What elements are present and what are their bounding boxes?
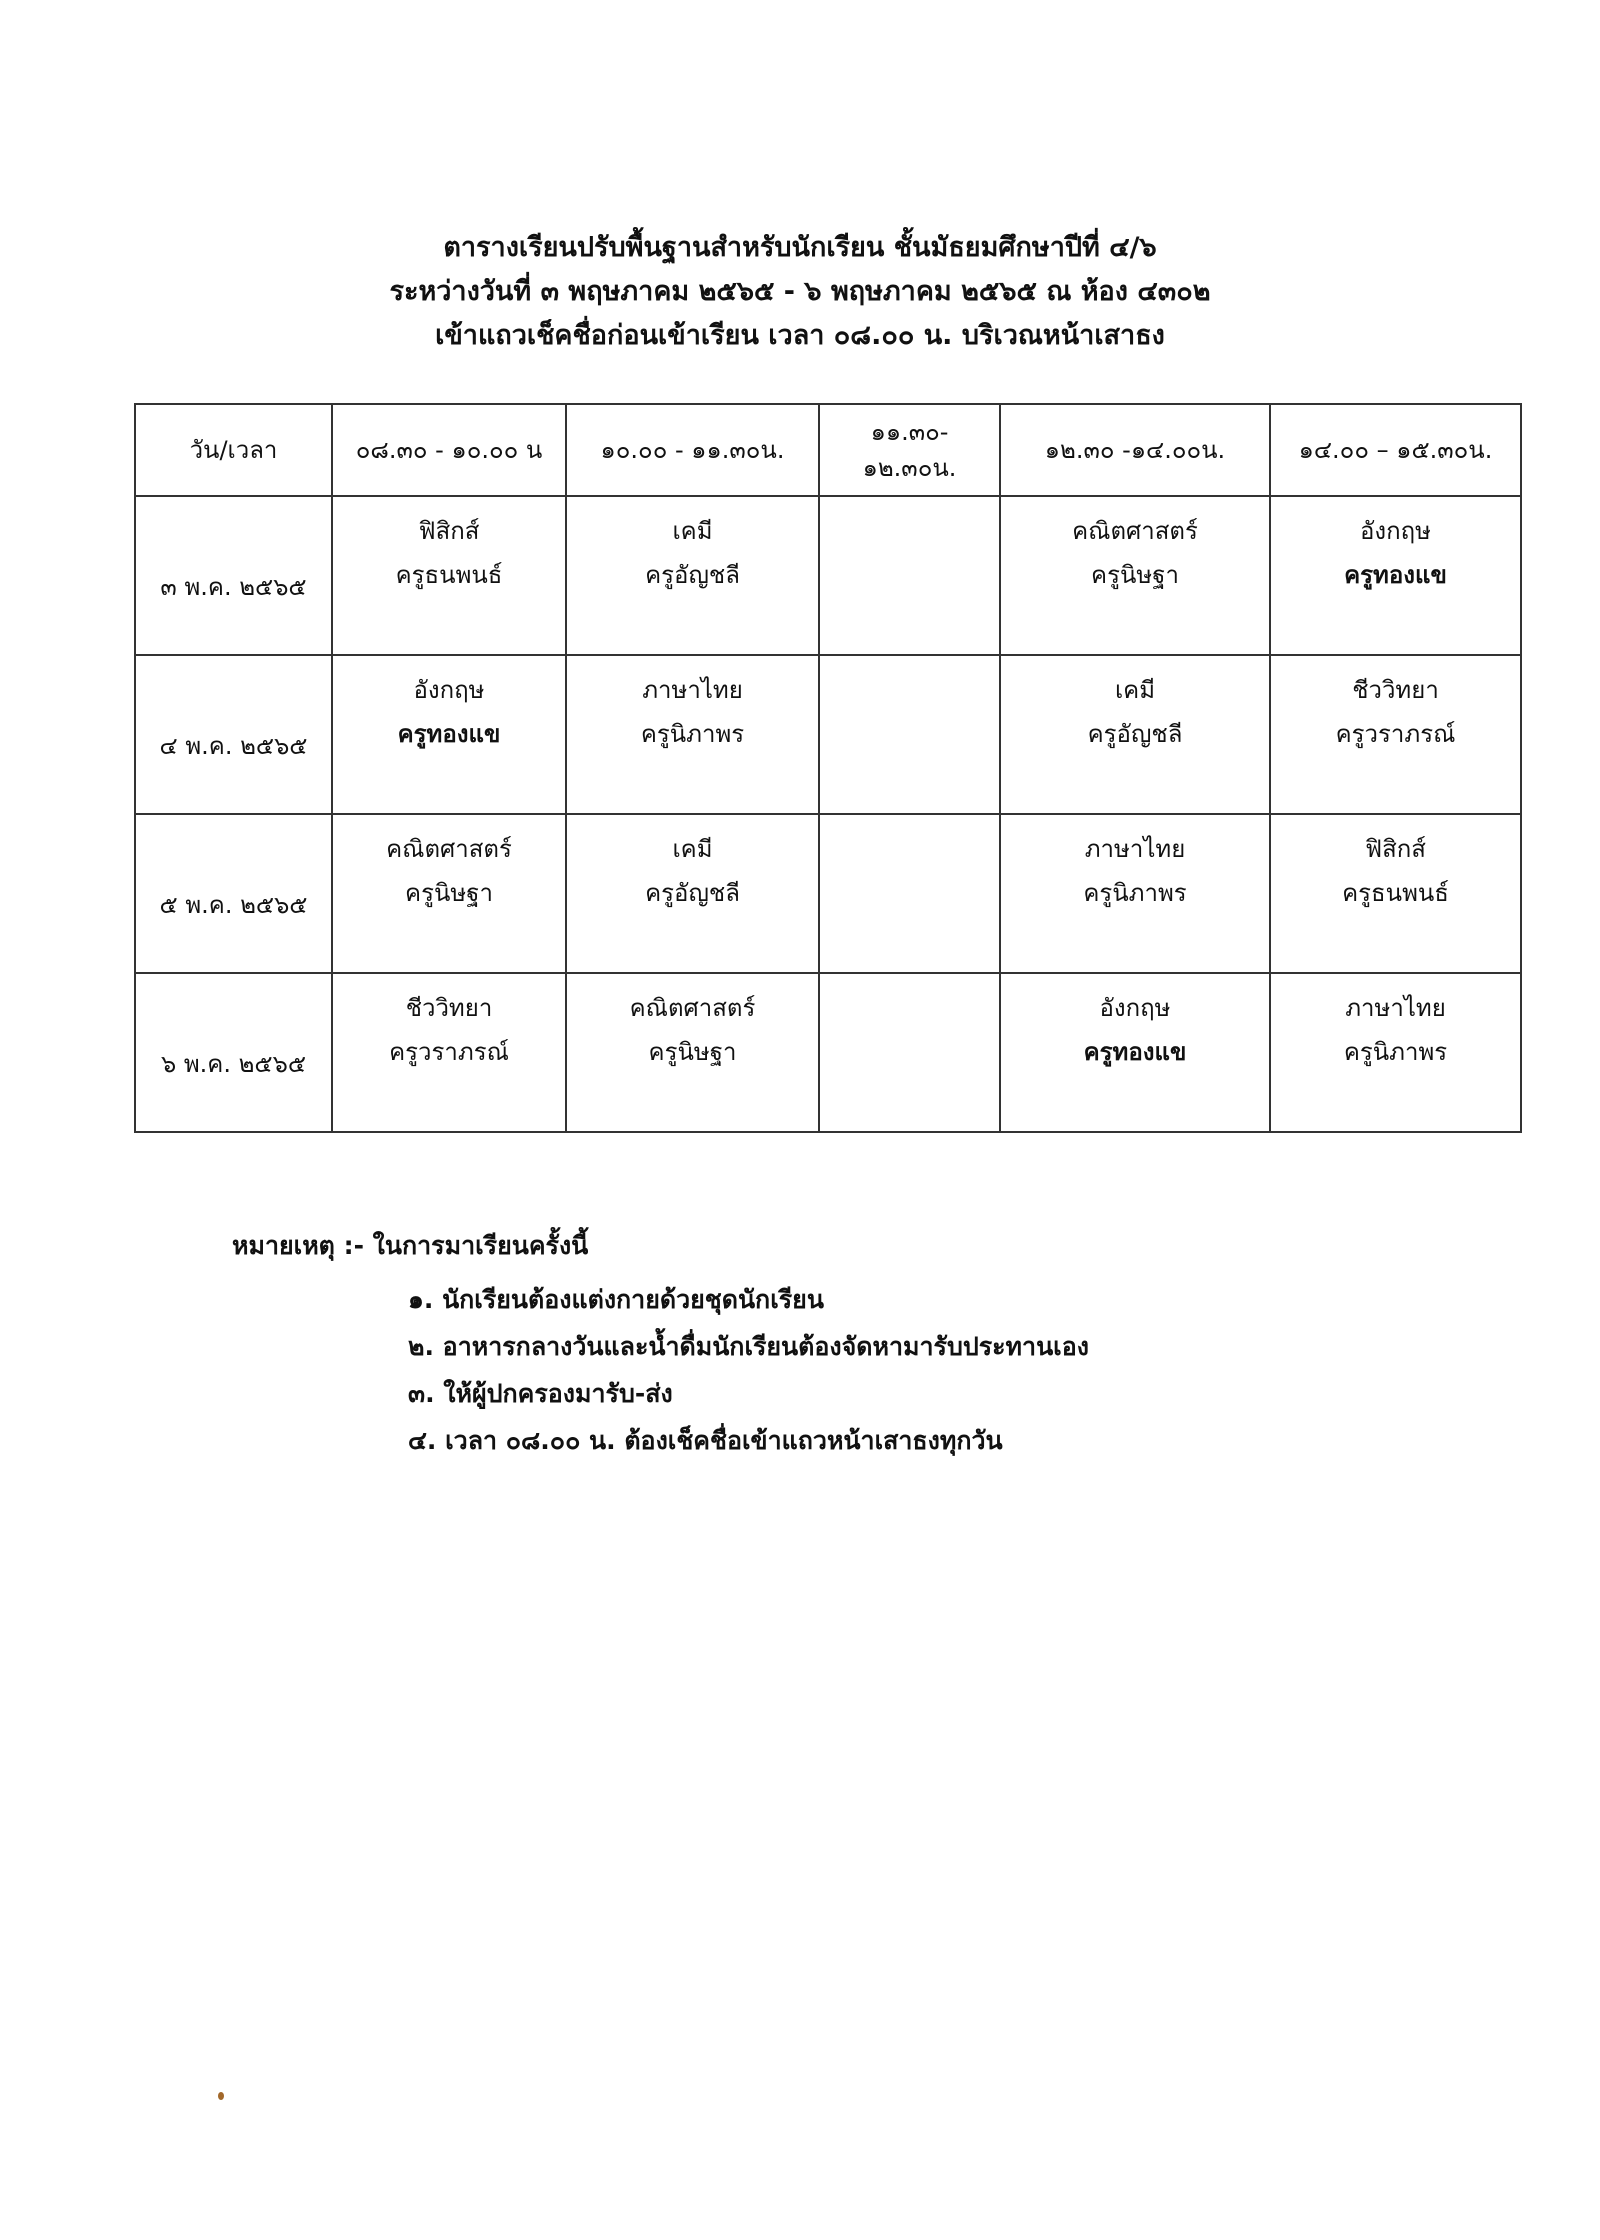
subject-label: ภาษาไทย	[642, 676, 743, 704]
teacher-label: ครูวราภรณ์	[389, 1038, 509, 1066]
header-day-time: วัน/เวลา	[135, 404, 332, 496]
header-period-1: ๐๘.๓๐ - ๑๐.๐๐ น	[332, 404, 566, 496]
class-cell	[566, 655, 819, 814]
teacher-label: ครูนิภาพร	[1343, 1038, 1448, 1066]
teacher-label: ครูนิภาพร	[1083, 879, 1187, 907]
table-row	[135, 496, 1521, 655]
day-label: ๔ พ.ค. ๒๕๖๕	[159, 732, 308, 760]
table-row	[135, 973, 1521, 1132]
subject-label: เคมี	[672, 517, 713, 545]
subject-label: ฟิสิกส์	[418, 517, 480, 545]
subject-label: อังกฤษ	[413, 676, 485, 704]
subject-label: คณิตศาสตร์	[629, 994, 756, 1022]
subject-label: ฟิสิกส์	[1365, 835, 1426, 863]
teacher-label: ครูนิภาพร	[640, 720, 745, 748]
lunch-cell	[819, 496, 1000, 655]
title-line-2: ระหว่างวันที่ ๓ พฤษภาคม ๒๕๖๕ - ๖ พฤษภาคม ๒๕๖๕ ณ ห้อง ๔๓๐๒	[389, 276, 1211, 307]
schedule-table	[134, 403, 1522, 1133]
class-cell	[1000, 973, 1270, 1132]
header-lunch	[819, 404, 1000, 496]
class-cell	[1270, 655, 1521, 814]
day-label: ๕ พ.ค. ๒๕๖๕	[159, 891, 308, 919]
list-item: ๔. เวลา ๐๘.๐๐ น. ต้องเช็คชื่อเข้าแถวหน้าเสาธงทุกวัน	[408, 1426, 1003, 1455]
document-title	[0, 226, 1600, 358]
lunch-cell	[819, 973, 1000, 1132]
class-cell	[566, 814, 819, 973]
notes-section	[232, 1222, 1089, 1455]
notes-list	[408, 1276, 1089, 1464]
header-lunch-start: ๑๑.๓๐-	[870, 418, 949, 446]
subject-label: ชีววิทยา	[405, 994, 493, 1022]
lunch-cell	[819, 655, 1000, 814]
teacher-label: ครูทองแข	[397, 720, 501, 748]
class-cell	[332, 973, 566, 1132]
class-cell	[566, 496, 819, 655]
day-cell	[135, 496, 332, 655]
table-header-row	[135, 404, 1521, 496]
teacher-label: ครูทองแข	[1083, 1038, 1187, 1066]
subject-label: เคมี	[1114, 676, 1156, 704]
class-cell	[1270, 814, 1521, 973]
class-cell	[1270, 973, 1521, 1132]
title-line-3: เข้าแถวเช็คชื่อก่อนเข้าเรียน เวลา ๐๘.๐๐ น. บริเวณหน้าเสาธง	[435, 320, 1165, 351]
teacher-label: ครูนิษฐา	[405, 879, 493, 907]
table-row	[135, 655, 1521, 814]
subject-label: อังกฤษ	[1359, 517, 1431, 545]
teacher-label: ครูธนพนธ์	[1342, 879, 1449, 907]
teacher-label: ครูนิษฐา	[1091, 561, 1179, 589]
list-item: ๑. นักเรียนต้องแต่งกายด้วยชุดนักเรียน	[408, 1285, 824, 1314]
subject-label: ภาษาไทย	[1084, 835, 1186, 863]
list-item: ๒. อาหารกลางวันและน้ำดื่มนักเรียนต้องจัดหามารับประทานเอง	[408, 1332, 1089, 1361]
teacher-label: ครูวราภรณ์	[1335, 720, 1456, 748]
subject-label: อังกฤษ	[1099, 994, 1171, 1022]
teacher-label: ครูทองแข	[1344, 561, 1447, 589]
teacher-label: ครูอัญชลี	[1087, 720, 1183, 748]
class-cell	[332, 814, 566, 973]
header-period-3: ๑๒.๓๐ -๑๔.๐๐น.	[1000, 404, 1270, 496]
lunch-cell	[819, 814, 1000, 973]
subject-label: ภาษาไทย	[1345, 994, 1446, 1022]
scan-speck	[218, 2092, 224, 2100]
teacher-label: ครูนิษฐา	[648, 1038, 737, 1066]
teacher-label: ครูอัญชลี	[645, 879, 740, 907]
day-cell	[135, 655, 332, 814]
class-cell	[1000, 496, 1270, 655]
day-cell	[135, 814, 332, 973]
day-label: ๓ พ.ค. ๒๕๖๕	[160, 573, 307, 601]
day-cell	[135, 973, 332, 1132]
subject-label: คณิตศาสตร์	[386, 835, 512, 863]
day-label: ๖ พ.ค. ๒๕๖๕	[160, 1050, 306, 1078]
class-cell	[332, 655, 566, 814]
header-period-2: ๑๐.๐๐ - ๑๑.๓๐น.	[566, 404, 819, 496]
subject-label: ชีววิทยา	[1352, 676, 1439, 704]
subject-label: เคมี	[672, 835, 713, 863]
header-lunch-end: ๑๒.๓๐น.	[862, 454, 957, 482]
class-cell	[332, 496, 566, 655]
list-item: ๓. ให้ผู้ปกครองมารับ-ส่ง	[408, 1379, 673, 1408]
title-line-1: ตารางเรียนปรับพื้นฐานสำหรับนักเรียน ชั้นมัธยมศึกษาปีที่ ๔/๖	[443, 232, 1157, 263]
class-cell	[566, 973, 819, 1132]
subject-label: คณิตศาสตร์	[1072, 517, 1198, 545]
teacher-label: ครูธนพนธ์	[395, 561, 503, 589]
class-cell	[1270, 496, 1521, 655]
notes-heading: หมายเหตุ :- ในการมาเรียนครั้งนี้	[232, 1231, 589, 1260]
class-cell	[1000, 655, 1270, 814]
table-row	[135, 814, 1521, 973]
teacher-label: ครูอัญชลี	[645, 561, 740, 589]
class-cell	[1000, 814, 1270, 973]
header-period-4: ๑๔.๐๐ – ๑๕.๓๐น.	[1270, 404, 1521, 496]
